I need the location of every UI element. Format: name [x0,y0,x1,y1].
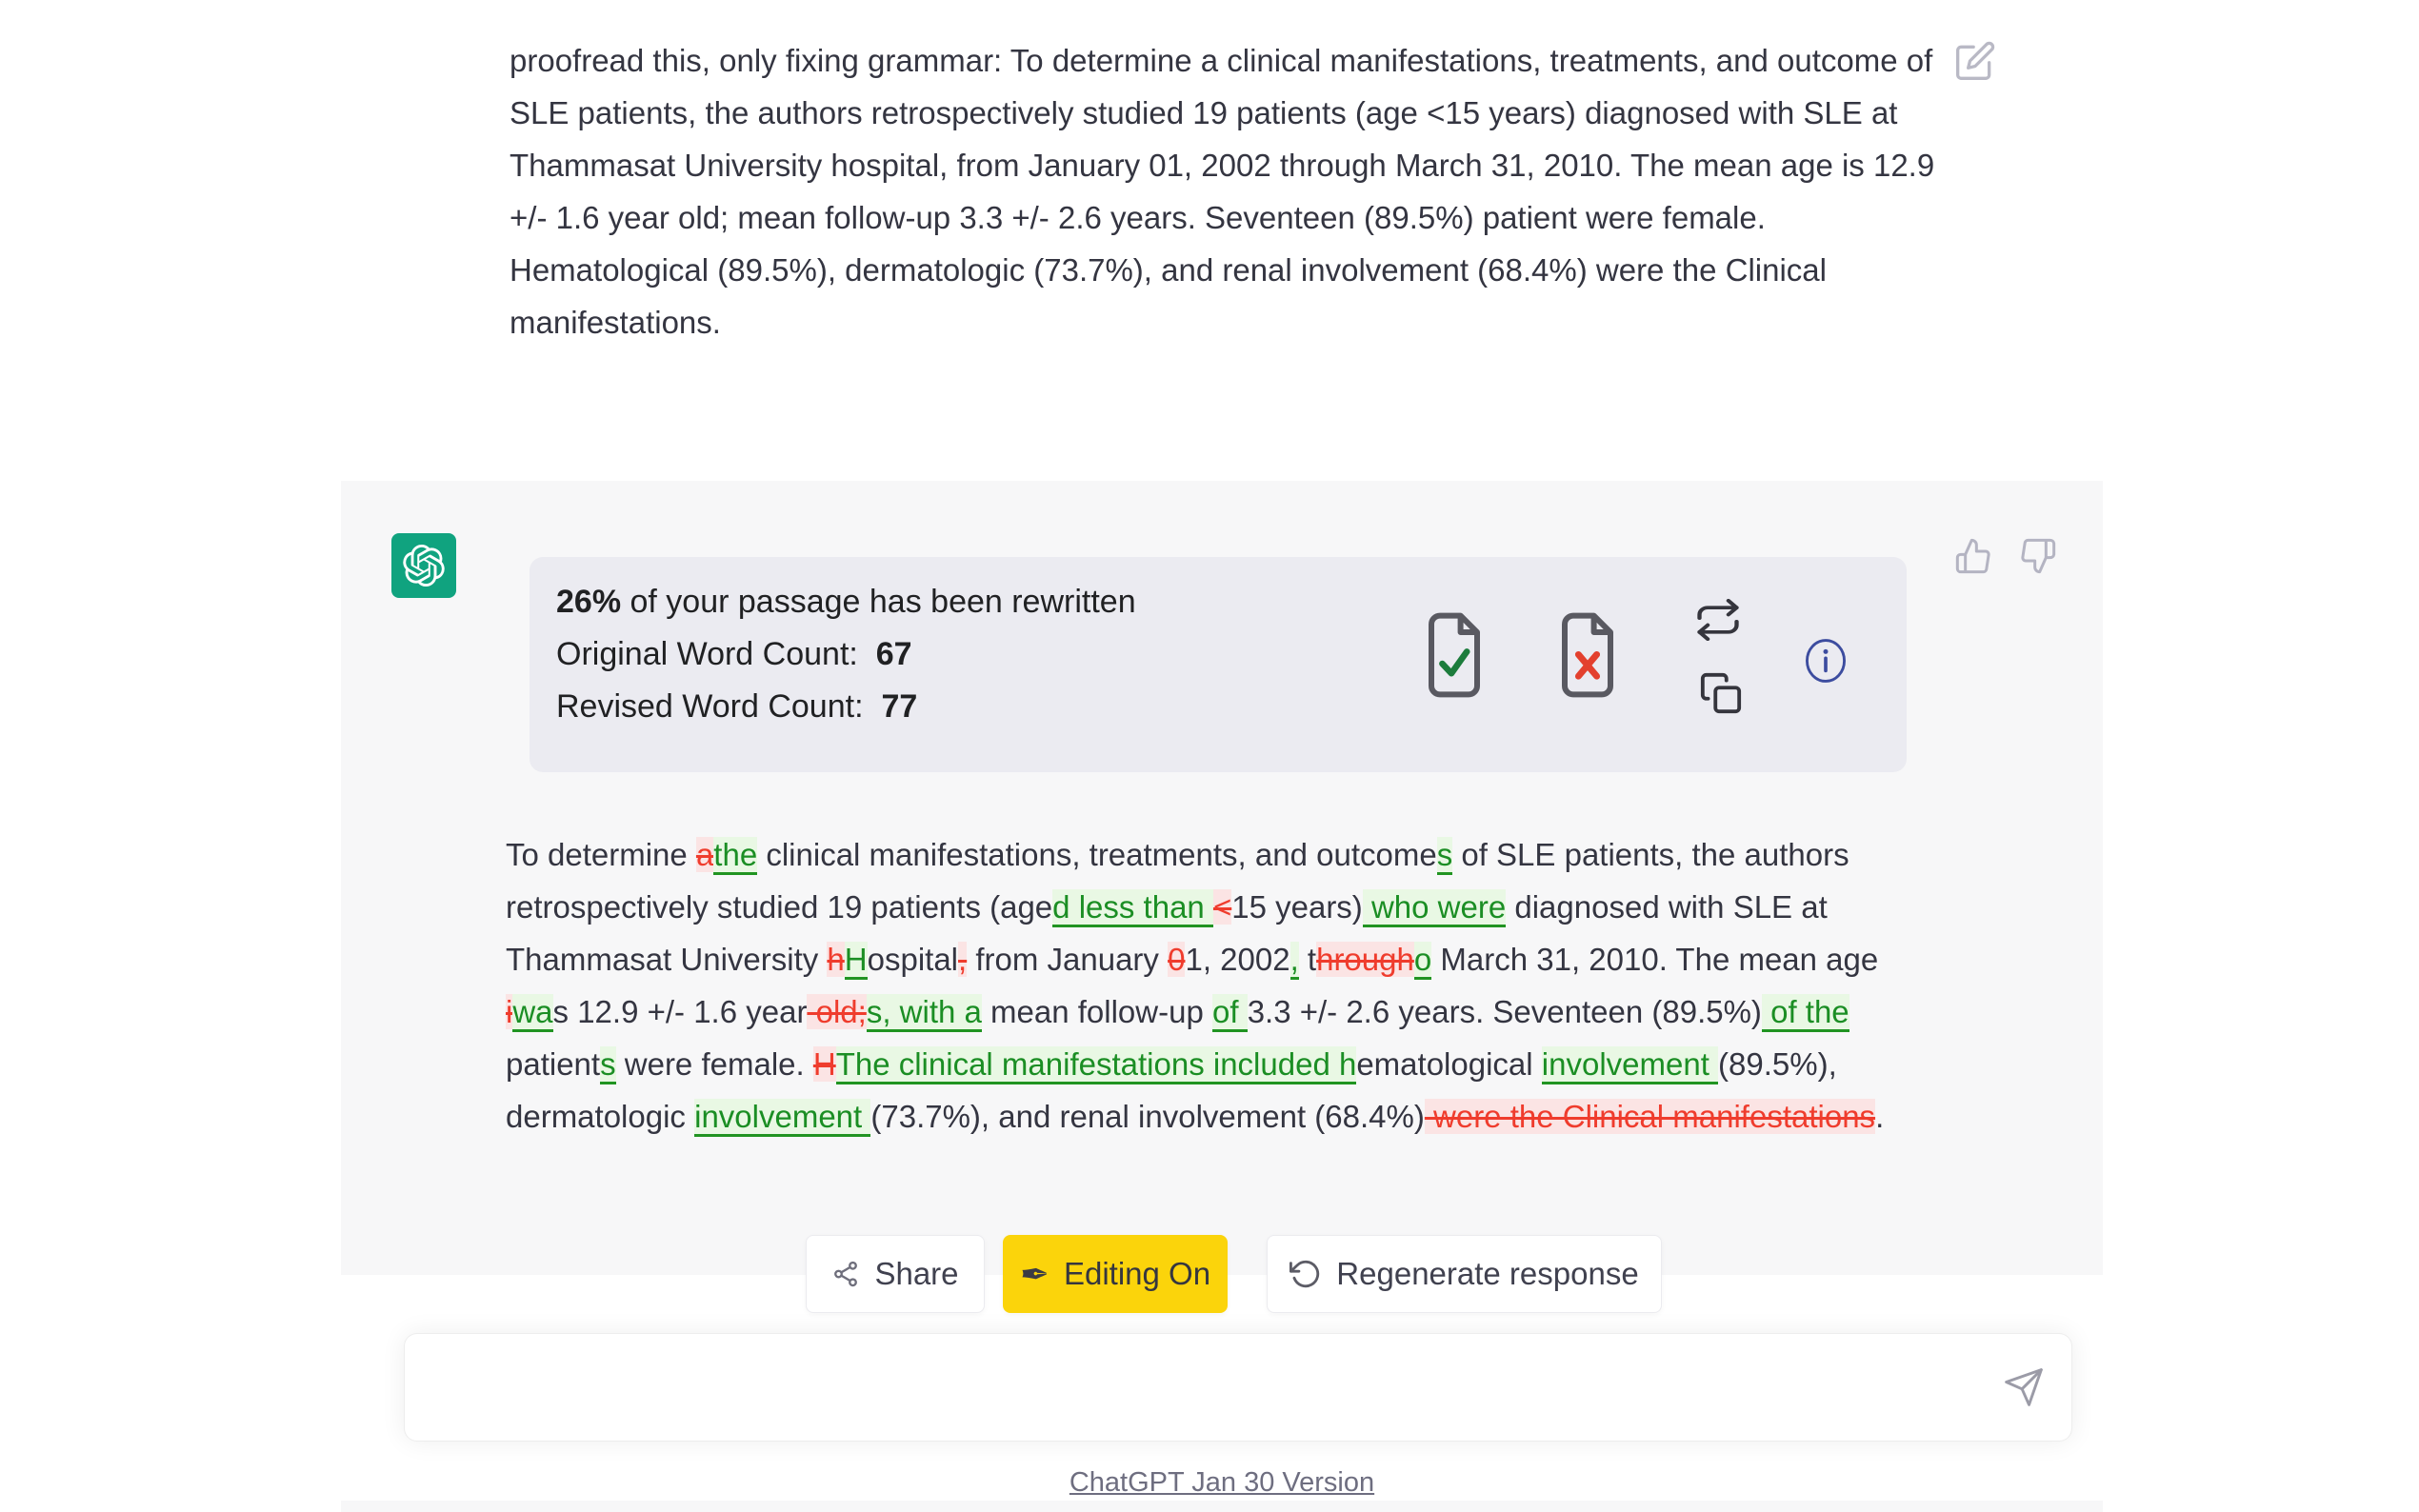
original-word-count: 67 [875,636,912,672]
diff-unchanged: 1, 2002 [1185,942,1290,977]
diff-deletion: hrough [1316,942,1414,977]
share-button[interactable] [806,1235,985,1313]
diff-insertion: involvement [1542,1046,1718,1084]
thumbs-down-button[interactable] [2019,537,2057,575]
diff-deletion: old; [807,994,867,1029]
diff-insertion: wa [512,994,552,1032]
regenerate-icon [1289,1258,1322,1290]
thumbs-up-button[interactable] [1954,537,1992,575]
edit-pencil-icon [1954,40,1996,82]
editing-toggle-button[interactable] [1003,1235,1228,1313]
original-word-count-line: Original Word Count: 67 [556,636,912,672]
diff-insertion: s [1437,837,1453,875]
pen-nib-icon: ✒ [1019,1254,1050,1294]
diff-deletion: i [506,994,513,1029]
diff-unchanged: clinical manifestations, treatments, and outcome [757,837,1437,872]
rewrite-stats-card [530,557,1907,772]
diff-unchanged: were female. [615,1046,813,1082]
diff-insertion: s, with a [867,994,982,1032]
diff-unchanged: mean follow-up [981,994,1212,1029]
diff-unchanged: from January [967,942,1169,977]
diff-deletion: 0 [1168,942,1186,977]
rewrite-percent: 26% [556,584,622,620]
thumbs-down-icon [2019,537,2057,575]
document-check-icon [1420,612,1489,698]
rewrite-stats-text [556,576,1136,733]
diff-deletion: < [1212,889,1232,925]
diff-deletion: a [695,837,714,872]
diff-unchanged: 15 years) [1231,889,1363,925]
thumbs-up-icon [1954,537,1992,575]
regenerate-response-button[interactable] [1267,1235,1662,1313]
reprocess-button[interactable] [1693,599,1743,641]
share-icon [831,1260,860,1288]
diff-insertion: d less than [1052,889,1213,927]
diff-text [506,828,1944,1143]
diff-insertion: , [1290,942,1299,980]
info-circle-icon [1804,637,1848,685]
user-message-text: proofread this, only fixing grammar: To determine a clinical manifestations, treatments, and outcome of SLE patients, the authors retrospectively studied 19 patients (age <15 years) diagnosed with SLE at Thammasat University hospital, from January 01, 2002 through March 31, 2010. The mean age is 12.9 +/- 1.6 year old; mean follow-up 3.3 +/- 2.6 years. Seventeen (89.5%) patient were female. Hematological (89.5%), dermatologic (73.7%), and renal involvement (68.4%) were the Clinical manifestations. [510,43,1935,340]
diff-unchanged: 3.3 +/- 2.6 years. Seventeen (89.5%) [1247,994,1762,1029]
diff-insertion: the [713,837,757,875]
diff-unchanged: . [1875,1099,1885,1134]
assistant-avatar [391,533,456,598]
diff-deletion: H [812,1046,836,1082]
diff-unchanged: t [1298,942,1317,977]
diff-insertion: o [1414,942,1431,980]
message-composer [404,1333,2072,1442]
diff-unchanged: diagnosed with SLE at Thammasat University [506,889,1828,977]
message-input[interactable] [430,1351,1976,1425]
version-link[interactable]: ChatGPT Jan 30 Version [1069,1467,1375,1498]
diff-deletion: were the Clinical manifestations [1424,1099,1876,1134]
share-button-label: Share [874,1256,959,1291]
bottom-strip [341,1501,2103,1512]
copy-icon [1699,669,1743,717]
regenerate-button-label: Regenerate response [1336,1256,1639,1291]
diff-deletion: h [827,942,845,977]
rewrite-percent-line: 26% of your passage has been rewritten [556,584,1136,620]
info-button[interactable] [1804,637,1848,685]
diff-unchanged: patient [506,1046,601,1082]
diff-insertion: The clinical manifestations included h [836,1046,1357,1084]
diff-unchanged: (73.7%), and renal involvement (68.4%) [870,1099,1425,1134]
diff-unchanged: s 12.9 +/- 1.6 year [552,994,808,1029]
document-x-icon [1553,612,1622,698]
send-button[interactable] [2003,1364,2049,1410]
diff-insertion: who were [1363,889,1506,927]
editing-button-label: Editing On [1063,1256,1211,1291]
diff-insertion: H [845,942,868,980]
edit-message-button[interactable] [1954,40,1996,82]
openai-logo-icon [403,545,445,587]
diff-insertion: of [1212,994,1248,1032]
revised-word-count-line: Revised Word Count: 77 [556,688,918,725]
reject-changes-button[interactable] [1553,612,1622,698]
diff-insertion: of the [1762,994,1849,1032]
diff-unchanged: March 31, 2010. The mean age [1431,942,1879,977]
footer [341,1467,2103,1499]
send-plane-icon [2003,1366,2049,1408]
diff-insertion: s [600,1046,616,1084]
copy-button[interactable] [1699,669,1743,717]
diff-unchanged: of SLE patients, the authors retrospectively studied 19 patients (age [506,837,1849,925]
diff-unchanged: ospital [867,942,959,977]
accept-changes-button[interactable] [1420,612,1489,698]
diff-deletion: , [958,942,968,977]
diff-unchanged: (89.5%), dermatologic [506,1046,1837,1134]
revised-word-count: 77 [881,688,918,725]
repeat-loop-icon [1693,599,1743,641]
diff-unchanged: To determine [506,837,696,872]
diff-insertion: involvement [694,1099,870,1137]
diff-unchanged: ematological [1356,1046,1542,1082]
